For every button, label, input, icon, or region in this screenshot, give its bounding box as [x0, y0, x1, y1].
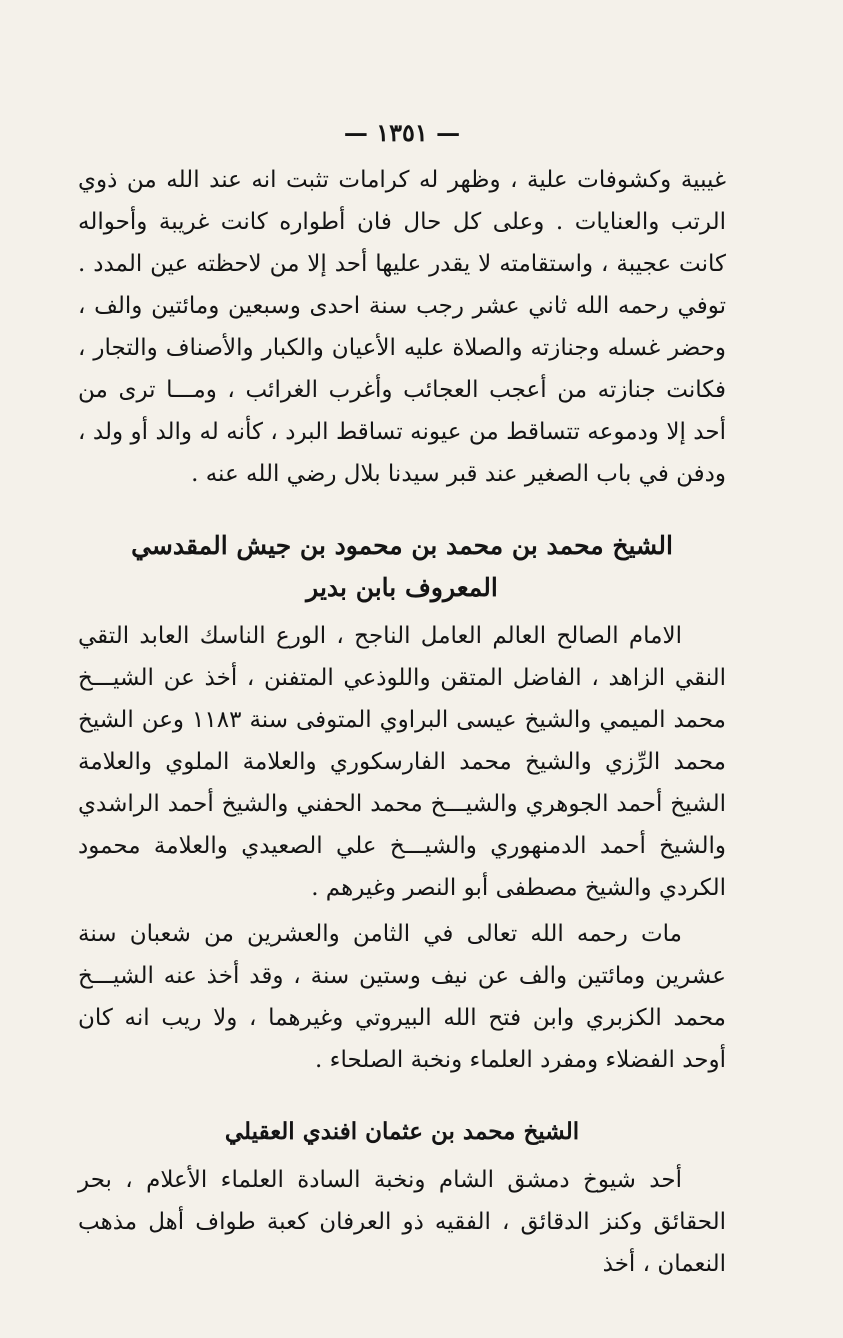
biography-paragraph: أحد شيوخ دمشق الشام ونخبة السادة العلماء الأعلام ، بحر الحقائق وكنز الدقائق ، الفقيه ذو العرفان كعبة طواف أهل مذهب النعمان ، أخذ [78, 1167, 726, 1277]
section-subheading-ibn-budayr: المعروف بابن بدير [306, 573, 498, 602]
book-page [78, 118, 726, 1285]
spacer [78, 1081, 726, 1111]
body-paragraph-continued: غيبية وكشوفات علية ، وظهر له كرامات تثبت انه عند الله من ذوي الرتب والعنايات . وعلى كل حال فان أطواره كانت غريبة وأحواله كانت عجيبة ، واستقامته لا يقدر عليها أحد إلا من لاحظته عين المدد . توفي رحمه الله ثاني عشر رجب سنة احدى وسبعين ومائتين والف ، وحضر غسله وجنازته والصلاة عليه الأعيان والكبار والأصناف والتجار ، فكانت جنازته من أعجب العجائب وأغرب الغرائب ، ومـــا ترى من أحد إلا ودموعه تتساقط من عيونه تساقط البرد ، كأنه له والد أو ولد ، ودفن في باب الصغير عند قبر سيدنا بلال رضي الله عنه . [78, 167, 726, 487]
section-heading-ibn-budayr: الشيخ محمد بن محمد بن محمود بن جيش المقدسي [131, 531, 673, 560]
section-heading-aqili: الشيخ محمد بن عثمان افندي العقيلي [224, 1118, 580, 1145]
death-paragraph: مات رحمه الله تعالى في الثامن والعشرين من شعبان سنة عشرين ومائتين والف عن نيف وستين سنة ، وقد أخذ عنه الشيـــخ محمد الكزبري وابن فتح الله البيروتي وغيرهما ، ولا ريب انه كان أوحد الفضلاء ومفرد العلماء ونخبة الصلحاء . [78, 921, 726, 1073]
page-number: — ١٣٥١ — [343, 118, 461, 147]
spacer [78, 495, 726, 525]
biography-paragraph: الامام الصالح العالم العامل الناجح ، الورع الناسك العابد التقي النقي الزاهد ، الفاضل المتقن واللوذعي المتفنن ، أخذ عن الشيـــخ محمد الميمي والشيخ عيسى البراوي المتوفى سنة ١١٨٣ وعن الشيخ محمد الرِّزي والشيخ محمد الفارسكوري والعلامة الملوي والعلامة الشيخ أحمد الجوهري والشيـــخ محمد الحفني والشيخ أحمد الراشدي والشيخ أحمد الدمنهوري والشيـــخ علي الصعيدي والعلامة محمود الكردي والشيخ مصطفى أبو النصر وغيرهم . [78, 623, 727, 901]
